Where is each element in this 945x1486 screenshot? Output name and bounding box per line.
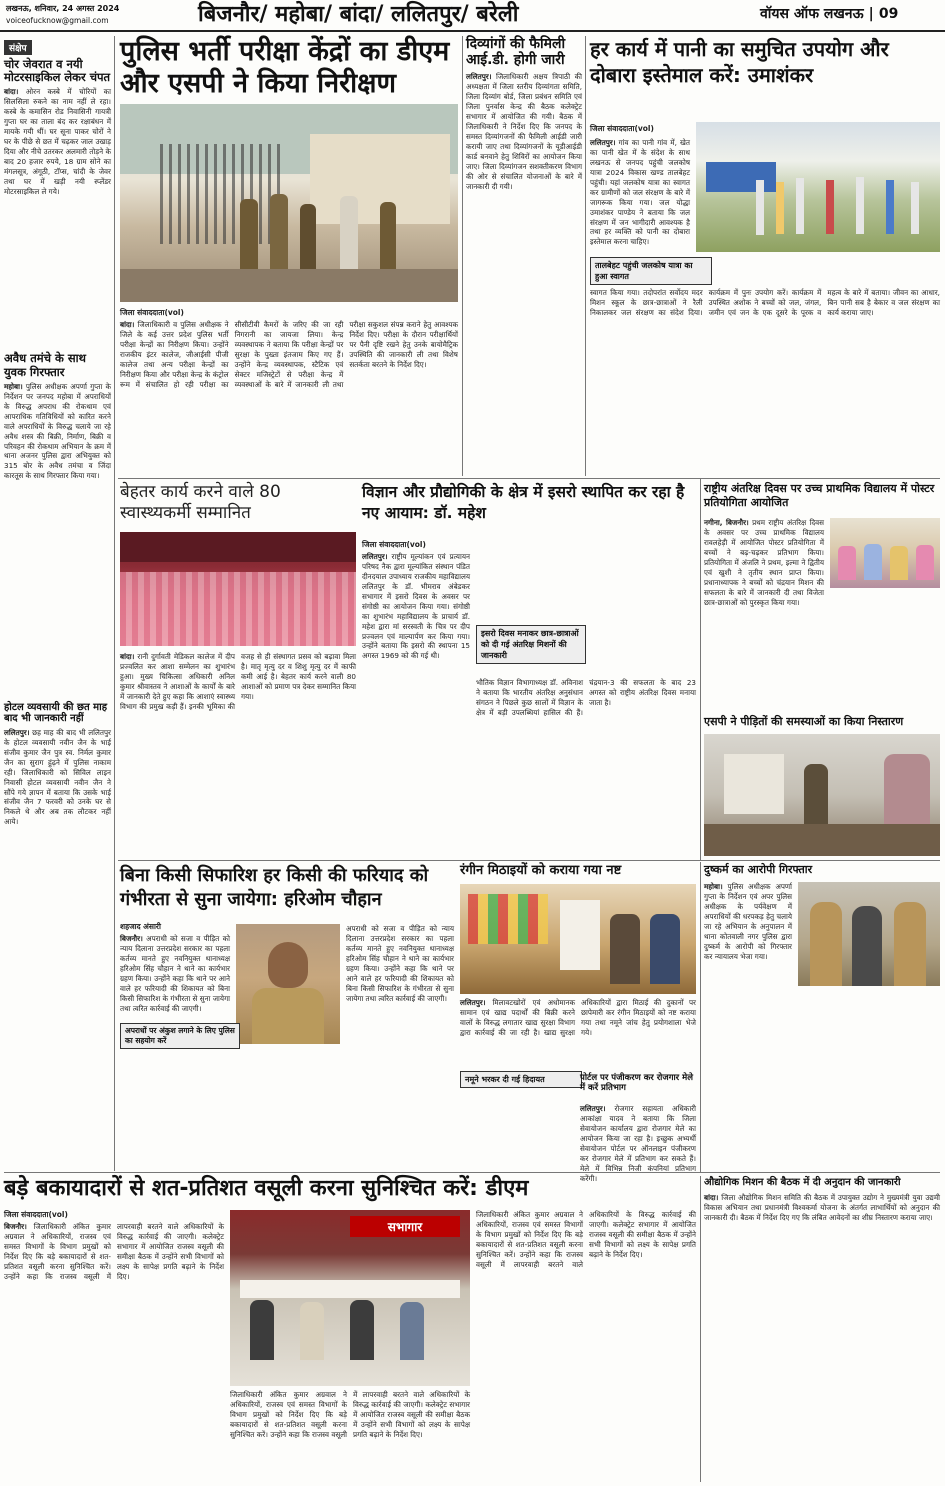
brief-headline: चोर जेवरात व नयी मोटरसाइकिल लेकर चंपत (4, 57, 111, 85)
water-body (590, 138, 690, 250)
hariom-text: अपराधी को सजा व पीड़ित को न्याय दिलाना उत्तरप्रदेश सरकार का पहला कर्तव्य मानते हुए नवनियुक्त थानाध्यक्ष हरिओम सिंह चौहान ने थाने का कार्यभार ग्रहण किया। उन्होंने कहा कि थाने पर आने वाले हर फरियादी की शिकायत को बिना किसी सिफारिश के गंभीरता से सुना जायेगा तथा त्वरित कार्रवाई की जाएगी। (120, 934, 230, 1013)
water-subhead: तालबेहट पहुंची जलकोष यात्रा का हुआ स्वागत (590, 257, 712, 285)
isro-body-2: भौतिक विज्ञान विभागाध्यक्ष डॉ. अविनाश ने बताया कि भारतीय अंतरिक्ष अनुसंधान संगठन ने पिछले कुछ सालों में विज्ञान के क्षेत्र में बड़ी उपलब्धियां हासिल की हैं। चंद्रयान-3 की सफलता के बाद 23 अगस्त को राष्ट्रीय अंतरिक्ष दिवस मनाया जाता है। (476, 678, 696, 717)
lead-dateline: बांदा। (120, 320, 135, 329)
section-divider (4, 1172, 940, 1173)
page-separator: | (868, 6, 874, 22)
space-day-body (704, 518, 824, 712)
water-text: गांव का पानी गांव में, खेत का पानी खेत में के संदेश के साथ लखनऊ से जनपद पहुंची जलकोष यात्रा 2024 विकास खण्ड तालबेहट पहुंची। यहां जलकोष यात्रा का स्वागत कर ग्रामीणों को जल संरक्षण के बारे में जागरूक किया गया। जल योद्धा उमाशंकर पाण्डेय ने बताया कि जल संरक्षण में जन भागीदारी आवश्यक है तथा हर व्यक्ति को पानी का दोबारा इस्तेमाल करना चाहिए। (590, 138, 690, 247)
space-day-text: प्रथम राष्ट्रीय अंतरिक्ष दिवस के अवसर पर उच्च प्राथमिक विद्यालय रावलहेड़ी में आयोजित पोस्टर प्रतियोगिता में बच्चों ने बढ़-चढ़कर प्रतिभाग किया। प्रतियोगिता में अंजलि ने प्रथम, इल्मा ने द्वितीय एवं खुशी ने तृतीय स्थान प्राप्त किया। प्रधानाध्यापक ने बच्चों को चंद्रयान मिशन की सफलता के बारे में जानकारी दी तथा विजेता छात्र-छात्राओं को पुरस्कृत किया गया। (704, 518, 824, 607)
column-divider (114, 36, 115, 1171)
accused-headline: दुष्कर्म का आरोपी गिरफ्तार (704, 863, 813, 876)
tax-body-2: जिलाधिकारी अंकित कुमार अग्रवाल ने अधिकारियों, राजस्व एवं समस्त विभागों के विभाग प्रमुखों को निर्देश दिए कि बड़े बकायादारों से शत-प्रतिशत वसूली करना सुनिश्चित करें। उन्होंने कहा कि राजस्व वसूली में लापरवाही बरतने वाले अधिकारियों के विरुद्ध कार्रवाई की जाएगी। कलेक्ट्रेट सभागार में आयोजित राजस्व वसूली की समीक्षा बैठक में उन्होंने सभी विभागों को लक्ष्य के सापेक्ष प्रगति बढ़ाने के निर्देश दिए। (230, 1390, 470, 1439)
portal-headline: पोर्टल पर पंजीकरण कर रोजगार मेले में करें प्रतिभाग (580, 1073, 693, 1093)
masthead (0, 0, 945, 32)
brief-dateline: महोबा। (4, 381, 23, 391)
industry-body (704, 1193, 940, 1463)
hariom-text-2: अपराधी को सजा व पीड़ित को न्याय दिलाना उत्तरप्रदेश सरकार का पहला कर्तव्य मानते हुए नवनियुक्त थानाध्यक्ष हरिओम सिंह चौहान ने थाने का कार्यभार ग्रहण किया। उन्होंने कहा कि थाने पर आने वाले हर फरियादी की शिकायत को बिना किसी सिफारिश के गंभीरता से सुना जायेगा तथा त्वरित कार्रवाई की जाएगी। (346, 924, 454, 1003)
portal-body (580, 1104, 696, 1183)
divyang-dateline: ललितपुर। (466, 72, 492, 82)
brief-text (4, 728, 111, 1068)
section-divider (118, 860, 940, 861)
brief-body: ओरन कस्बे में चोरियों का सिलसिला रुकने का नाम नहीं ले रहा। कस्बे के कमासिन रोड निवासिनी गायत्री गुप्ता घर का ताला बंद कर रक्षाबंधन में मायके गयी थीं। घर सूना पाकर चोरों ने घर के पीछे से छत में चढ़कर जाल उखाड़ दिया और नीचे उतरकर अलमारी तोड़ने के बाद 20 हजार रुपये, 18 ग्राम सोने का मंगलसूत्र, अंगूठी, टॉप्स, चांदी के जेवर तथा घर में खड़ी नयी स्प्लेंडर मोटरसाइकिल ले गये। (4, 87, 111, 196)
divyang-text: जिलाधिकारी अक्षय त्रिपाठी की अध्यक्षता में जिला स्तरीय दिव्यांगता समिति, जिला दिव्यांग बोर्ड, जिला प्रबंधन समिति एवं जिला पुनर्वास केन्द्र की बैठक कलेक्ट्रेट सभागार में आयोजित की गयी। बैठक में जिलाधिकारी ने निर्देश दिए कि जनपद के समस्त दिव्यांगजनों की फैमिली आईडी जारी करायी जाए तथा दिव्यांगजनों के यूडीआईडी कार्ड बनवाने हेतु शिविरों का आयोजन किया जाए। जिला दिव्यांगजन सशक्तीकरण विभाग की ओर से संचालित योजनाओं के बारे में जानकारी दी गयी। (466, 72, 582, 191)
tax-body-3: जिलाधिकारी अंकित कुमार अग्रवाल ने अधिकारियों, राजस्व एवं समस्त विभागों के विभाग प्रमुखों को निर्देश दिए कि बड़े बकायादारों से शत-प्रतिशत वसूली करना सुनिश्चित करें। उन्होंने कहा कि राजस्व वसूली में लापरवाही बरतने वाले अधिकारियों के विरुद्ध कार्रवाई की जाएगी। कलेक्ट्रेट सभागार में आयोजित राजस्व वसूली की समीक्षा बैठक में उन्होंने सभी विभागों को लक्ष्य के सापेक्ष प्रगति बढ़ाने के निर्देश दिए। (476, 1210, 696, 1269)
space-day-headline: राष्ट्रीय अंतरिक्ष दिवस पर उच्च प्राथमिक विद्यालय में पोस्टर प्रतियोगिता आयोजित (704, 482, 935, 510)
sweets-story (460, 863, 696, 1183)
divyang-story (466, 36, 582, 476)
column-divider (585, 36, 586, 476)
health-dateline: बांदा। (120, 652, 135, 661)
industry-dateline: बांदा। (704, 1193, 719, 1202)
industry-text: जिला औद्योगिक मिशन समिति की बैठक में उपायुक्त उद्योग ने मुख्यमंत्री युवा उद्यमी विकास अभियान तथा प्रधानमंत्री विश्वकर्मा योजना के अंतर्गत लाभार्थियों को अनुदान की जानकारी दी। बैठक में निर्देश दिए गए कि लंबित आवेदनों का शीघ्र निस्तारण कराया जाए। (704, 1193, 941, 1222)
brief-headline: होटल व्यवसायी की छत माह बाद भी जानकारी नहीं (4, 701, 108, 725)
health-award-photo (120, 532, 356, 646)
brief-headline: अवैध तमंचे के साथ युवक गिरफ्तार (4, 351, 86, 379)
paper-name: वॉयस ऑफ लखनऊ (760, 6, 864, 22)
sweets-headline: रंगीन मिठाइयों को कराया गया नष्ट (460, 863, 622, 878)
divyang-headline: दिव्यांगों की फैमिली आई.डी. होगी जारी (466, 36, 566, 69)
brief-label: संक्षेप (4, 40, 32, 55)
lead-headline: पुलिस भर्ती परीक्षा केंद्रों का डीएम और एसपी ने किया निरीक्षण (120, 36, 450, 100)
sweets-shop-photo (460, 884, 696, 994)
lead-body (120, 320, 458, 472)
column-divider (700, 478, 701, 860)
tax-body (4, 1222, 224, 1480)
poster-competition-photo (830, 518, 940, 588)
divyang-body (466, 72, 582, 462)
brief-dateline: बांदा। (4, 87, 19, 97)
tax-text: जिलाधिकारी अंकित कुमार अग्रवाल ने अधिकारियों, राजस्व एवं समस्त विभागों के विभाग प्रमुखों को निर्देश दिए कि बड़े बकायादारों से शत-प्रतिशत वसूली करना सुनिश्चित करें। उन्होंने कहा कि राजस्व वसूली में लापरवाही बरतने वाले अधिकारियों के विरुद्ध कार्रवाई की जाएगी। कलेक्ट्रेट सभागार में आयोजित राजस्व वसूली की समीक्षा बैठक में उन्होंने सभी विभागों को लक्ष्य के सापेक्ष प्रगति बढ़ाने के निर्देश दिए। (4, 1222, 224, 1281)
accused-body (704, 882, 792, 1168)
accused-text: पुलिस अधीक्षक अपर्णा गुप्ता के निर्देशन एवं अपर पुलिस अधीक्षक के पर्यवेक्षण में अपराधियों की धरपकड़ हेतु चलाये जा रहे अभियान के अनुपालन में थाना कोतवाली नगर पुलिस द्वारा दुष्कर्म के आरोपी को गिरफ्तार कर न्यायालय भेजा गया। (704, 882, 792, 961)
section-divider (118, 478, 940, 479)
brief-column (4, 36, 111, 1168)
meeting-banner: सभागार (350, 1216, 460, 1237)
sweets-text: मिलावटखोरों एवं अधोमानक सामान एवं खाद्य पदार्थों की बिक्री करने वालों के विरुद्ध लगातार खाद्य सुरक्षा विभाग द्वारा कार्रवाई की जा रही है। खाद्य सुरक्षा अधिकारियों द्वारा मिठाई की दुकानों पर छापेमारी कर रंगीन मिठाइयों को नष्ट कराया गया तथा नमूने जांच हेतु प्रयोगशाला भेजे गये। (460, 998, 696, 1037)
accused-arrest-photo (798, 882, 940, 986)
sweets-body (460, 998, 696, 1068)
health-headline: बेहतर कार्य करने वाले 80 स्वास्थ्यकर्मी सम्मानित (120, 482, 281, 524)
lead-story (120, 36, 458, 476)
brief-text (4, 87, 111, 342)
hariom-story (120, 864, 454, 1170)
hariom-byline: शहजाद अंसारी (120, 922, 161, 931)
water-body-2: स्वागत किया गया। तदोपरांत सर्वोदय मदर मिशन स्कूल के छात्र-छात्राओं ने रैली निकालकर जल संरक्षण का संदेश दिया। कार्यक्रम में पुनः उपयोग करें। कार्यक्रम में उपस्थित अशोक ने बच्चों को जल, जंगल, जमीन एवं जन के एक दूसरे के पूरक व महत्व के बारे में बताया। जीवन का आधार, बिन पानी सब है बेकार व जल संरक्षण का कार्य कराया जाए। (590, 288, 940, 317)
portal-text: रोजगार सहायता अधिकारी आकांक्षा यादव ने बताया कि जिला सेवायोजन कार्यालय द्वारा रोजगार मेले का आयोजन किया जा रहा है। इच्छुक अभ्यर्थी सेवायोजन पोर्टल पर ऑनलाइन पंजीकरण कर रोजगार मेले में प्रतिभाग कर सकते हैं। मेले में विभिन्न निजी कंपनियां प्रतिभाग करेंगी। (580, 1104, 696, 1183)
paper-name-box (760, 3, 940, 27)
isro-subhead: इसरो दिवस मनाकर छात्र-छात्राओं को दी गई अंतरिक्ष मिशनों की जानकारी (476, 625, 586, 664)
water-dateline: ललितपुर। (590, 138, 616, 147)
isro-body (362, 552, 470, 856)
health-text: रानी दुर्गावती मेडिकल कालेज में दीप प्रज्वलित कर आशा सम्मेलन का शुभारंभ हुआ। मुख्य चिकित्सा अधिकारी अनिल कुमार श्रीवास्तव ने आशाओं के कार्यों के बारे में जानकारी देते हुए कहा कि आशाएं स्वास्थ्य विभाग की प्रमुख कड़ी हैं। इनकी भूमिका की वजह से ही संस्थागत प्रसव को बढ़ावा मिला है। मातृ मृत्यु दर व शिशु मृत्यु दर में काफी कमी आई है। बेहतर कार्य करने वाली 80 आशाओं को प्रमाण पत्र देकर सम्मानित किया गया। (120, 652, 356, 711)
tax-meeting-photo (230, 1210, 470, 1386)
brief-text (4, 382, 111, 692)
column-divider (700, 862, 701, 1172)
space-day-story (704, 482, 940, 714)
hariom-body (120, 934, 230, 1016)
isro-byline: जिला संवाददाता(vol) (362, 540, 426, 549)
lead-text: जिलाधिकारी व पुलिस अधीक्षक ने जिले के कई उत्तर प्रदेश पुलिस भर्ती परीक्षा केन्द्रों का निरीक्षण किया। उन्होंने राजकीय इंटर कालेज, जीआईसी पीजी कालेज तथा अन्य परीक्षा केन्द्रों का निरीक्षण किया और परीक्षा केन्द्र के कंट्रोल रूम में संचालित हो रही परीक्षा का सीसीटीवी कैमरों के जरिए की जा रही निगरानी का जायजा लिया। केन्द्र व्यवस्थापक ने बताया कि परीक्षा केन्द्रों पर सुरक्षा के पुख्ता इंतजाम किए गए हैं। उन्होंने केन्द्र व्यवस्थापक, स्टैटिक एवं सेक्टर मजिस्ट्रेटों से परीक्षा केन्द्र में व्यवस्थाओं के बारे में जानकारी ली तथा परीक्षा सकुशल संपन्न कराने हेतु आवश्यक निर्देश दिए। परीक्षा के दौरान परीक्षार्थियों पर पैनी दृष्टि रखने हेतु उनके बायोमैट्रिक उपस्थिति की जानकारी ली तथा विशेष सतर्कता बरतने के निर्देश दिए। (120, 320, 458, 389)
isro-story (362, 482, 696, 858)
accused-story (704, 864, 940, 1170)
water-headline: हर कार्य में पानी का समुचित उपयोग और दोबारा इस्तेमाल करें: उमाशंकर (590, 37, 889, 87)
tax-dateline: बिजनौर। (4, 1222, 27, 1231)
water-rally-photo (696, 122, 940, 252)
tax-byline: जिला संवाददाता(vol) (4, 1210, 68, 1219)
portal-dateline: ललितपुर। (580, 1104, 606, 1113)
water-story (590, 36, 940, 476)
hariom-portrait-photo (236, 924, 340, 1044)
industry-story (704, 1176, 940, 1482)
sp-headline: एसपी ने पीड़ितों की समस्याओं का किया निस्तारण (704, 715, 904, 728)
page-number: 09 (878, 6, 899, 22)
sweets-dateline: ललितपुर। (460, 998, 486, 1007)
space-day-dateline: नगीना, बिजनौर। (704, 518, 749, 527)
tax-headline: बड़े बकायादारों से शत-प्रतिशत वसूली करना सुनिश्चित करें: डीएम (4, 1176, 529, 1201)
lead-byline: जिला संवाददाता(vol) (120, 308, 184, 317)
isro-dateline: ललितपुर। (362, 552, 388, 561)
hariom-body-2 (346, 924, 454, 1168)
column-divider (700, 1176, 701, 1482)
sweets-subhead: नमूने भरकर दी गई हिदायत (460, 1071, 582, 1088)
section-title: बिजनौर/ महोबा/ बांदा/ ललितपुर/ बरेली (198, 2, 519, 27)
hariom-headline: बिना किसी सिफारिश हर किसी की फरियाद को गंभीरता से सुना जायेगा: हरिओम चौहान (120, 865, 429, 911)
accused-dateline: महोबा। (704, 882, 723, 891)
email: voiceofucknow@gmail.com (6, 16, 109, 25)
dateline: लखनऊ, शनिवार, 24 अगस्त 2024 (6, 4, 120, 13)
hariom-dateline: बिजनौर। (120, 934, 143, 943)
brief-dateline: ललितपुर। (4, 727, 30, 737)
brief-body: पुलिस अधीक्षक अपर्णा गुप्ता के निर्देशन पर जनपद महोबा में अपराधियों के विरुद्ध अपराध की रोकथाम एवं आपराधिक गतिविधियों को कारित करने वाले अपराधियों के विरुद्ध चलाये जा रहे अवैध शस्त्र की बिक्री, निर्माण, बिक्री व परिवहन की रोकथाम अभियान के क्रम में थाना अजनर पुलिस द्वारा अभियुक्त को 315 बोर के अवैध तमंचा व जिंदा कारतूस के साथ गिरफ्तार किया गया। (4, 381, 111, 481)
column-divider (462, 36, 463, 476)
hariom-subhead: अपराधों पर अंकुश लगाने के लिए पुलिस का सहयोग करें (120, 1023, 240, 1049)
sp-story (704, 716, 940, 858)
water-byline: जिला संवाददाता(vol) (590, 124, 654, 133)
brief-body: छह माह की बाद भी ललितपुर के होटल व्यवसायी नवीन जैन के भाई संजीव कुमार जैन पुत्र स्व. निर्मल कुमार जैन का सुराग हुंढ़ने में पुलिस नाकाम रही। जिलाधिकारी को सिविल लाइन निवासी होटल व्यवसायी नवीन जैन ने सौंपे गये ज्ञापन में बताया कि उसके भाई संजीव जैन 7 फरवरी को उनके घर से निकले थे और अब तक लौटकर नहीं आये। (4, 727, 111, 827)
tax-story (4, 1176, 696, 1482)
isro-text: राष्ट्रीय मूल्यांकन एवं प्रत्यायन परिषद नैक द्वारा मूल्यांकित संस्थान पंडित दीनदयाल उपाध्याय राजकीय महाविद्यालय ललितपुर के डॉ. भीमराव अंबेडकर सभागार में इसरो दिवस के अवसर पर संगोष्ठी का आयोजन किया गया। संगोष्ठी का शुभारंभ महाविद्यालय के प्राचार्य डॉ. महेश द्वारा मां सरस्वती के चित्र पर दीप प्रज्वलन एवं माल्यार्पण कर किया गया। उन्होंने बताया कि इसरो की स्थापना 15 अगस्त 1969 को की गई थी। (362, 552, 470, 661)
isro-headline: विज्ञान और प्रौद्योगिकी के क्षेत्र में इसरो स्थापित कर रहा है नए आयाम: डॉ. महेश (362, 483, 685, 522)
sp-hearing-photo (704, 734, 940, 856)
health-story (120, 482, 356, 858)
industry-headline: औद्योगिक मिशन की बैठक में दी अनुदान की जानकारी (704, 1177, 901, 1188)
police-inspection-photo (120, 104, 458, 302)
health-body (120, 652, 356, 857)
